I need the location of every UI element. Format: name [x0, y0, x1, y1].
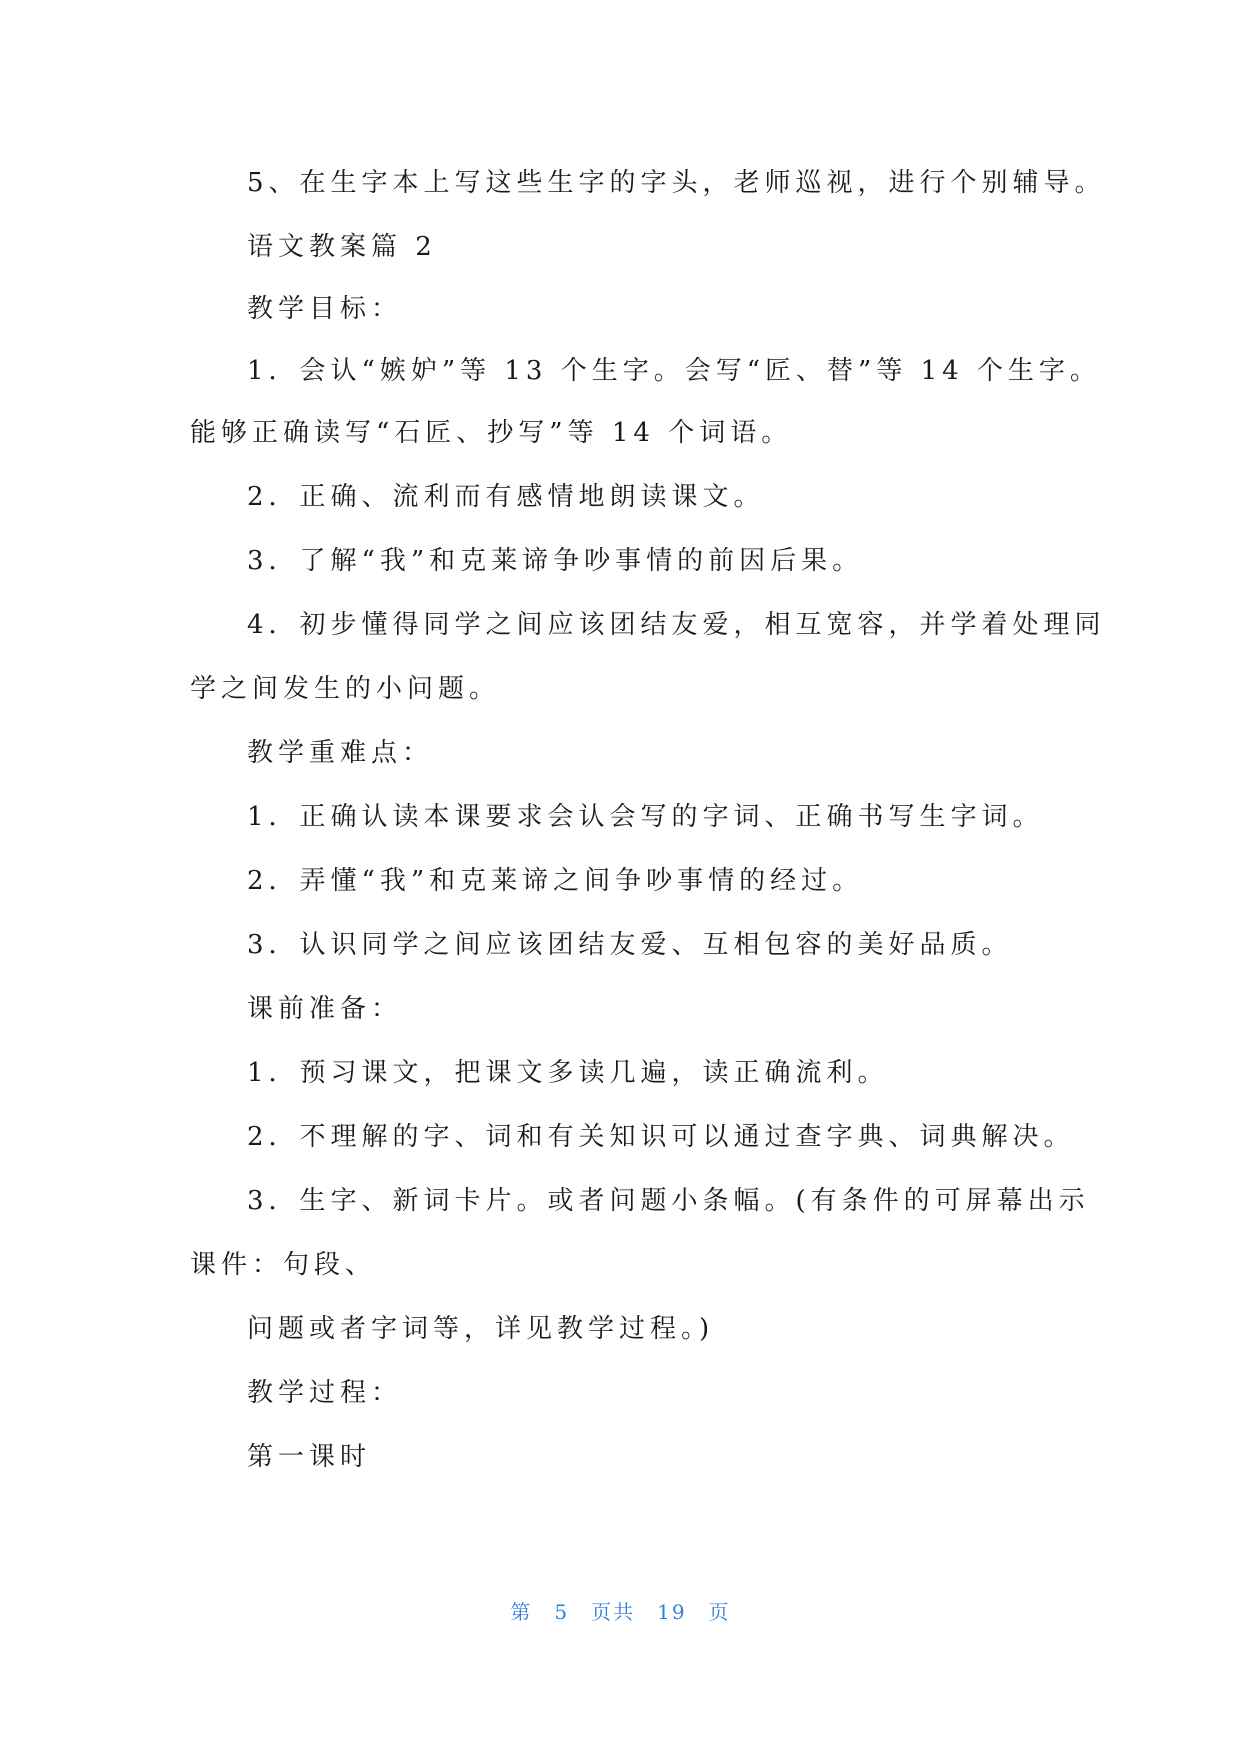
paragraph-line: 5、在生字本上写这些生字的字头，老师巡视，进行个别辅导。	[247, 168, 1106, 198]
paragraph-line: 能够正确读写“石匠、抄写”等 14 个词语。	[190, 418, 793, 448]
paragraph-line: 1．会认“嫉妒”等 13 个生字。会写“匠、替”等 14 个生字。	[247, 356, 1101, 386]
footer-suffix: 页	[708, 1600, 731, 1624]
paragraph-line: 1．预习课文，把课文多读几遍，读正确流利。	[247, 1058, 889, 1088]
paragraph-line: 4．初步懂得同学之间应该团结友爱，相互宽容，并学着处理同	[247, 610, 1106, 640]
paragraph-line: 2．弄懂“我”和克莱谛之间争吵事情的经过。	[247, 866, 864, 896]
page-footer	[0, 1596, 1241, 1625]
paragraph-line: 课件：句段、	[190, 1250, 377, 1280]
paragraph-line: 3．生字、新词卡片。或者问题小条幅。(有条件的可屏幕出示	[247, 1186, 1090, 1216]
paragraph-line: 1．正确认读本课要求会认会写的字词、正确书写生字词。	[247, 802, 1044, 832]
paragraph-line: 问题或者字词等，详见教学过程。)	[247, 1314, 715, 1344]
footer-total-pages: 19	[657, 1600, 687, 1624]
subheading-key-points: 教学重难点：	[247, 738, 434, 768]
paragraph-line: 2．正确、流利而有感情地朗读课文。	[247, 482, 765, 512]
paragraph-line: 3．认识同学之间应该团结友爱、互相包容的美好品质。	[247, 930, 1013, 960]
paragraph-line: 学之间发生的小问题。	[190, 674, 501, 704]
section-heading: 语文教案篇 2	[247, 232, 437, 262]
paragraph-line: 2．不理解的字、词和有关知识可以通过查字典、词典解决。	[247, 1122, 1075, 1152]
subheading-process: 教学过程：	[247, 1378, 403, 1408]
subheading-preparation: 课前准备：	[247, 994, 403, 1024]
subheading-objectives: 教学目标：	[247, 294, 403, 324]
subheading-first-lesson: 第一课时	[247, 1442, 372, 1472]
footer-prefix: 第	[510, 1600, 533, 1624]
footer-middle: 页共	[591, 1600, 636, 1624]
footer-current-page: 5	[554, 1600, 570, 1624]
paragraph-line: 3．了解“我”和克莱谛争吵事情的前因后果。	[247, 546, 864, 576]
